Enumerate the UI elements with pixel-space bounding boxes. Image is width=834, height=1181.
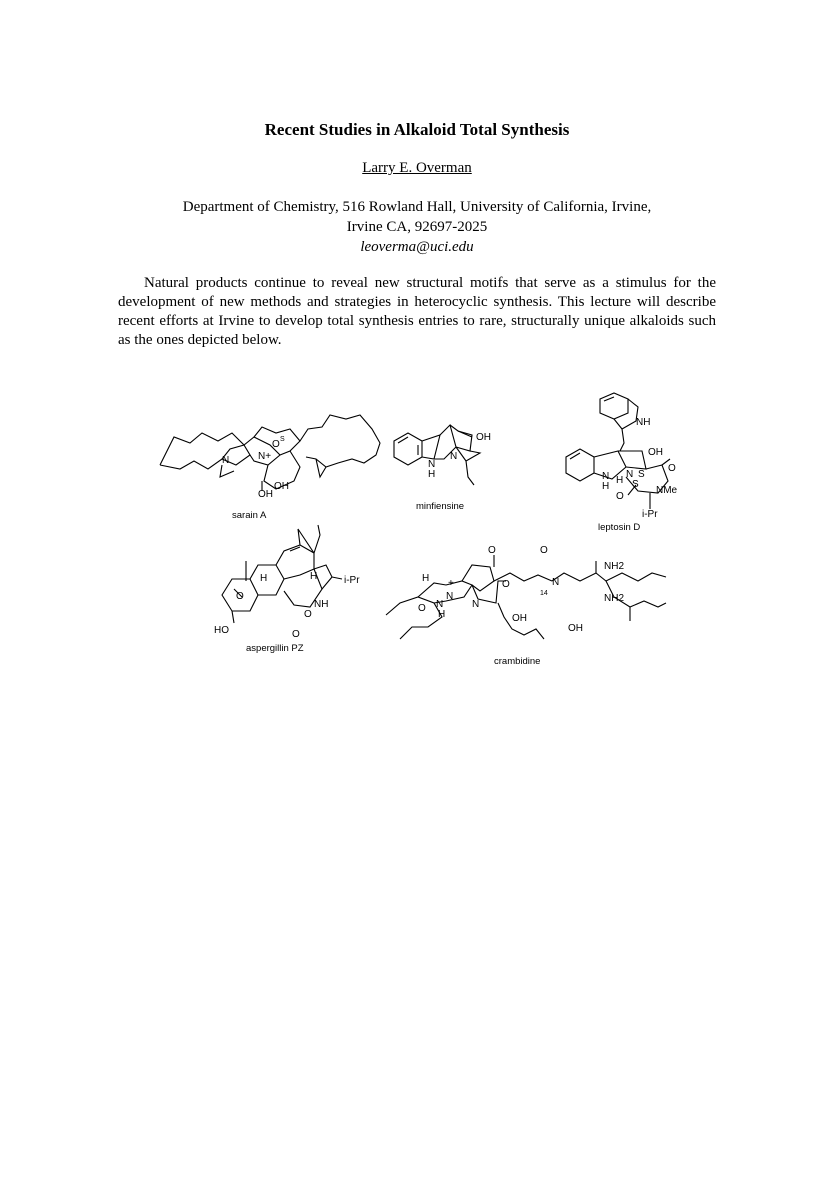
compound-name-aspergillin-pz: aspergillin PZ [246, 643, 304, 654]
leptosin-label-o2: O [668, 463, 676, 474]
leptosin-label-h2: H [616, 475, 624, 486]
author [0, 160, 834, 177]
compound-name-sarain-a: sarain A [232, 510, 267, 521]
abstract: Natural products continue to reveal new structural motifs that serve as a stimulus for the development of new methods and strategies in heterocyclic synthesis. This lecture will describe recent efforts at Irvine to develop total synthesis entries to rare, structurally unique alkaloids such as the ones depicted below. [118, 275, 716, 348]
aspergillin-label-nh: NH [314, 599, 329, 610]
minfiensine-label-h: H [428, 469, 436, 480]
crambidine-label-nh2-2: NH2 [604, 593, 625, 604]
leptosin-label-h: H [602, 481, 610, 492]
crambidine-label-n2: N [436, 599, 444, 610]
crambidine-label-plus: + [448, 578, 454, 589]
aspergillin-label-o2: O [304, 609, 312, 620]
crambidine-label-o4: O [540, 545, 548, 556]
structure-leptosin-d [566, 393, 678, 533]
crambidine-label-oh1: OH [512, 613, 527, 624]
structure-aspergillin-pz [214, 525, 360, 654]
compound-name-minfiensine: minfiensine [416, 501, 465, 512]
crambidine-label-o2: O [488, 545, 496, 556]
minfiensine-label-n2: N [450, 451, 458, 462]
sarain-label-s: S [280, 436, 285, 443]
minfiensine-label-n: N [428, 459, 436, 470]
compound-name-leptosin-d: leptosin D [598, 522, 641, 533]
aspergillin-label-o: O [236, 591, 244, 602]
paper-title: Recent Studies in Alkaloid Total Synthesis [264, 120, 570, 139]
leptosin-label-s1: S [638, 469, 645, 480]
crambidine-label-14: 14 [540, 590, 548, 597]
crambidine-label-h: H [422, 573, 430, 584]
sarain-label-oh-1: OH [274, 481, 289, 492]
structure-minfiensine [394, 425, 491, 512]
sarain-label-n-plus: N+ [258, 451, 272, 462]
structure-crambidine [386, 545, 666, 667]
leptosin-label-nh: NH [636, 417, 651, 428]
leptosin-label-ipr: i-Pr [642, 509, 658, 520]
crambidine-label-o1: O [418, 603, 426, 614]
sarain-label-n: N [222, 455, 230, 466]
sarain-label-o: O [272, 439, 280, 450]
minfiensine-label-oh: OH [476, 432, 491, 443]
aspergillin-label-ho: HO [214, 625, 229, 636]
crambidine-label-h2: H [438, 609, 446, 620]
structures-figure [150, 385, 690, 675]
crambidine-label-n3: N [472, 599, 480, 610]
leptosin-label-nme: NMe [656, 485, 678, 496]
author-name: Larry E. Overman [362, 160, 472, 176]
leptosin-label-o1: O [616, 491, 624, 502]
aspergillin-label-h2: H [310, 571, 318, 582]
crambidine-label-nh2-1: NH2 [604, 561, 625, 572]
affiliation-line-1: Department of Chemistry, 516 Rowland Hall, University of California, Irvine, [182, 199, 652, 215]
crambidine-label-oh2: OH [568, 623, 583, 634]
aspergillin-label-o3: O [292, 629, 300, 640]
author-email: leoverma@uci.edu [360, 239, 474, 255]
affiliation [0, 197, 834, 257]
sarain-label-oh-2: OH [258, 489, 273, 500]
compound-name-crambidine: crambidine [494, 656, 541, 667]
leptosin-label-n2: N [626, 469, 634, 480]
crambidine-label-o3: O [502, 579, 510, 590]
leptosin-label-oh: OH [648, 447, 663, 458]
affiliation-line-2: Irvine CA, 92697-2025 [346, 219, 488, 235]
aspergillin-label-h1: H [260, 573, 268, 584]
leptosin-label-n: N [602, 471, 610, 482]
structure-sarain-a [160, 415, 380, 521]
structures-svg [150, 385, 690, 675]
crambidine-label-n4: N [552, 577, 560, 588]
aspergillin-label-ipr: i-Pr [344, 575, 360, 586]
leptosin-label-s2: S [632, 479, 639, 490]
crambidine-label-n1: N [446, 591, 454, 602]
